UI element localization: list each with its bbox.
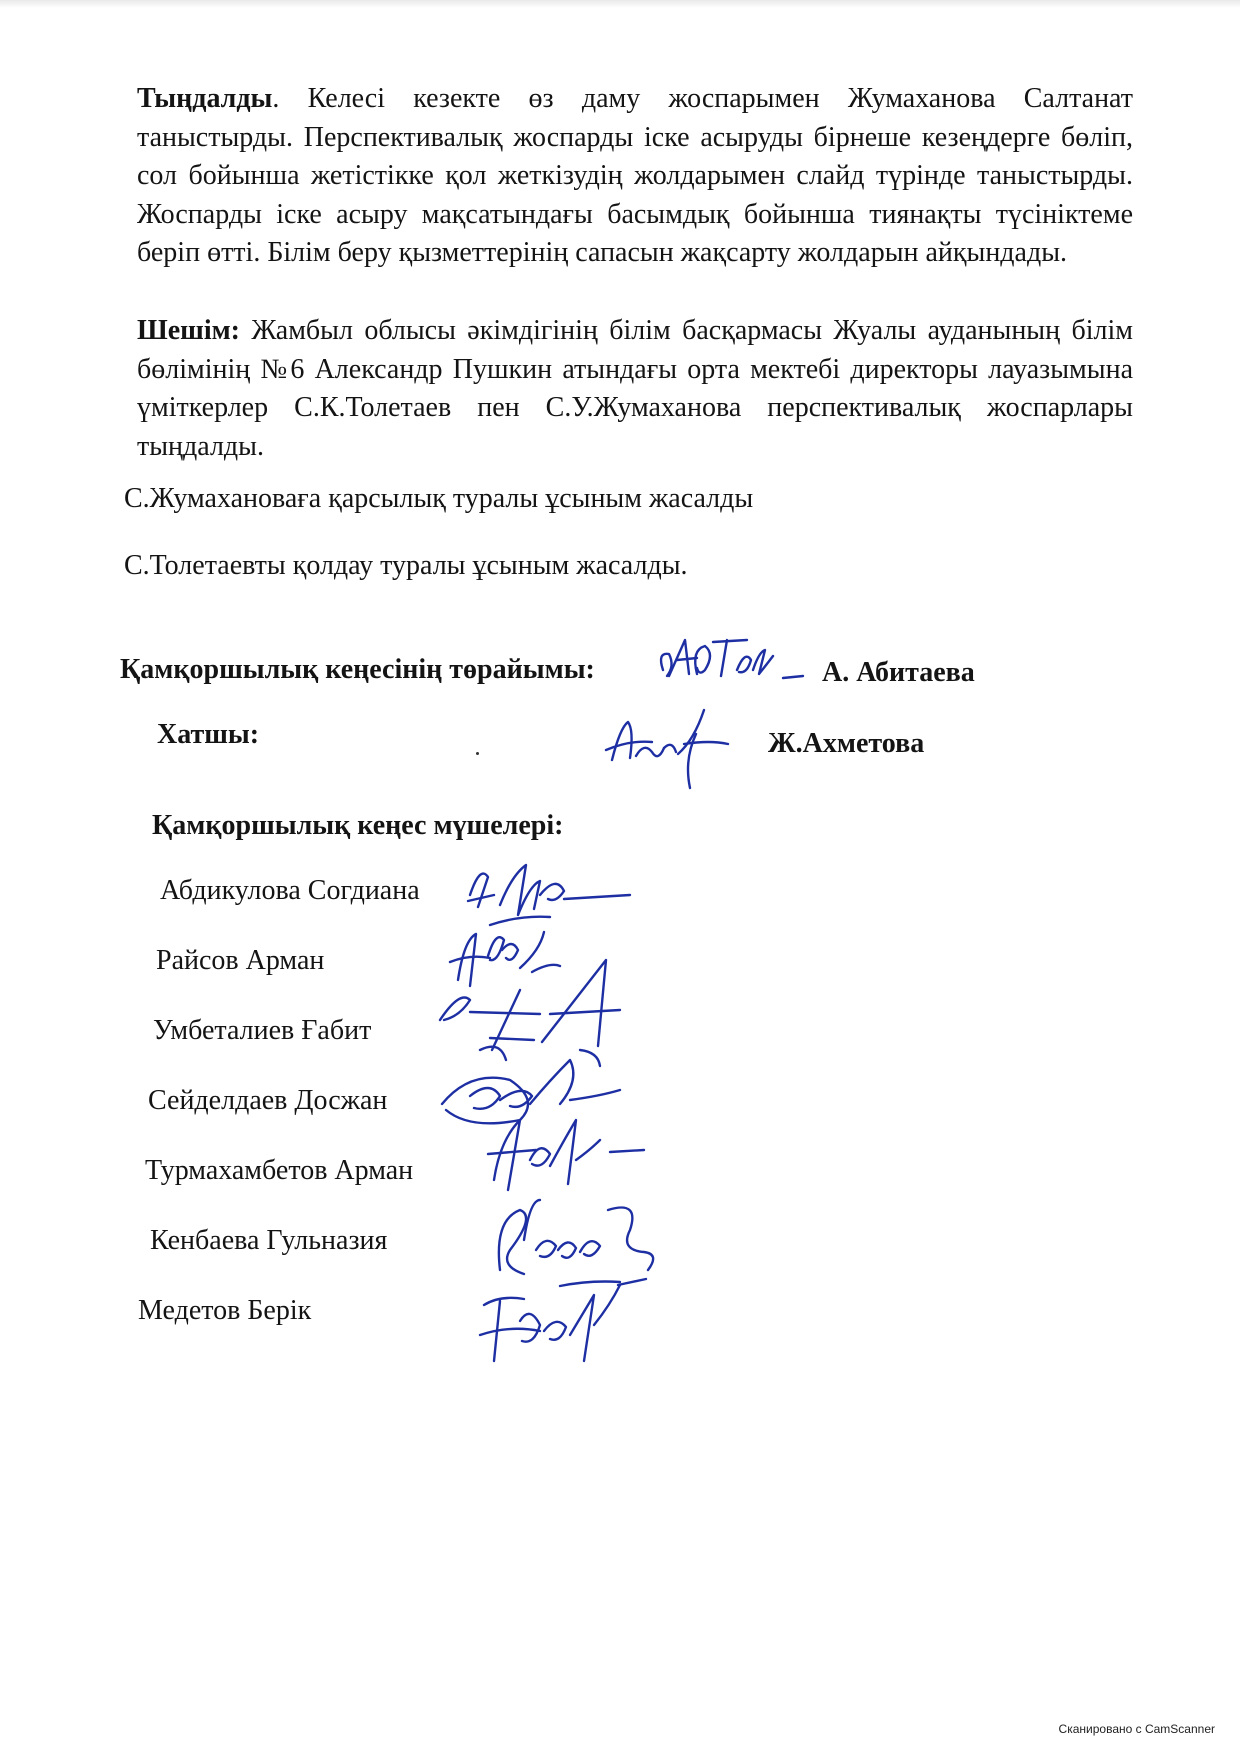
- paragraph-decision-text: Жамбыл облысы әкімдігінің білім басқармасы Жуалы ауданының білім бөлімінің №6 Александр Пушкин атындағы орта мектебі директоры лауазымына үміткерлер С.К.Толетаев пен С.У.Жумаханова перспективалық жоспарлары тыңдалды.: [137, 315, 1133, 462]
- member-name: Кенбаева Гульназия: [150, 1225, 388, 1256]
- secretary-name: Ж.Ахметова: [768, 728, 925, 759]
- paragraph-decision: [137, 312, 1133, 466]
- scan-edge: [0, 0, 1240, 8]
- proposal-support: С.Толетаевты қолдау туралы ұсыным жасалды.: [124, 550, 688, 581]
- chair-label: Қамқоршылық кеңесінің төрайымы:: [120, 654, 595, 685]
- scan-speck: [476, 752, 479, 755]
- member-name: Умбеталиев Ғабит: [153, 1015, 372, 1046]
- member-signature: [480, 1100, 650, 1200]
- member-name: Райсов Арман: [156, 945, 325, 976]
- scanner-watermark: Сканировано с CamScanner: [1058, 1722, 1215, 1736]
- member-name: Медетов Берік: [138, 1295, 312, 1326]
- chair-signature: [655, 630, 805, 690]
- secretary-signature: [600, 700, 740, 790]
- proposal-against: С.Жумахановаға қарсылық туралы ұсыным жасалды: [124, 483, 754, 514]
- paragraph-heard: [137, 80, 1133, 273]
- member-name: Турмахамбетов Арман: [145, 1155, 414, 1186]
- chair-name: А. Абитаева: [822, 657, 975, 688]
- members-heading: Қамқоршылық кеңес мүшелері:: [152, 810, 564, 841]
- paragraph-heard-lead: Тыңдалды: [137, 83, 273, 114]
- paragraph-heard-text: . Келесі кезекте өз даму жоспарымен Жумаханова Салтанат таныстырды. Перспективалық жоспарды іске асыруды бірнеше кезеңдерге бөліп, сол бойынша жетістікке қол жеткізудің жолдарымен слайд түрінде таныстырды. Жоспарды іске асыру мақсатындағы басымдық бойынша тиянақты түсініктеме беріп өтті. Білім беру қызметтерінің сапасын жақсарту жолдарын айқындады.: [137, 83, 1133, 268]
- member-name: Абдикулова Согдиана: [160, 875, 420, 906]
- member-name: Сейделдаев Досжан: [148, 1085, 388, 1116]
- paragraph-decision-lead: Шешім:: [137, 315, 240, 346]
- member-signature: [470, 1265, 660, 1375]
- secretary-label: Хатшы:: [157, 719, 260, 750]
